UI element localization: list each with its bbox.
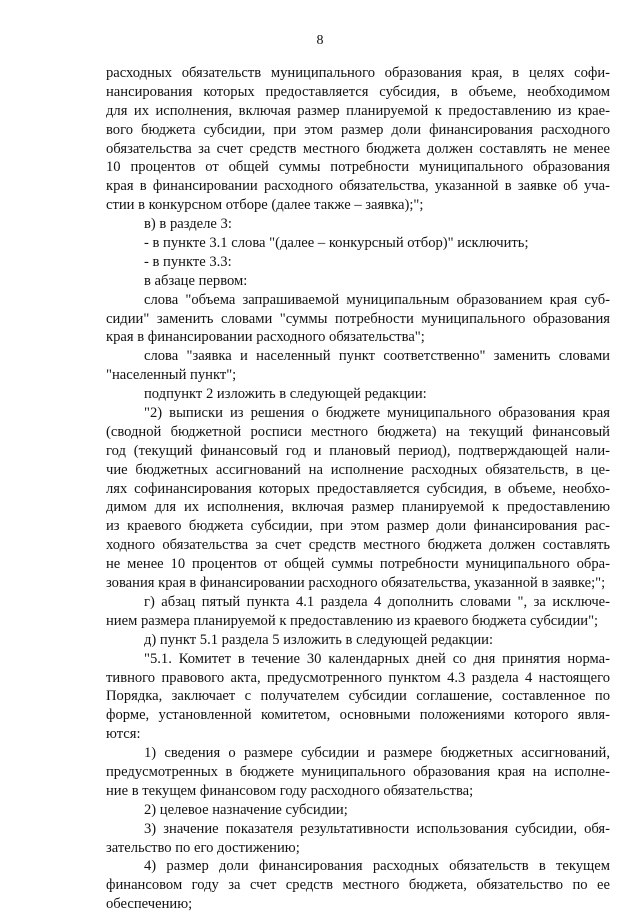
text-line: в абзаце первом:: [144, 272, 248, 289]
text-line: нансирования которых предоставляется субсидия, в объеме, необходимом: [106, 83, 610, 100]
text-line: 1) сведения о размере субсидии и размере бюджетных ассигнований,: [144, 745, 610, 762]
text-line: - в пункте 3.3:: [144, 253, 232, 270]
text-line: для их исполнения, включая размер планируемой к предоставлению из крае-: [106, 102, 610, 119]
text-line: стии в конкурсном отборе (далее также – заявка);";: [106, 197, 424, 214]
text-line: "5.1. Комитет в течение 30 календарных дней со дня принятия норма-: [144, 650, 610, 667]
text-line: слова "объема запрашиваемой муниципальным образованием края суб-: [144, 291, 610, 308]
text-line: обеспечению;: [106, 896, 193, 913]
text-line: края в финансировании расходного обязательства";: [106, 329, 425, 346]
text-line: подпункт 2 изложить в следующей редакции:: [144, 386, 427, 403]
text-line: 10 процентов от общей суммы потребности муниципального образования: [106, 159, 610, 176]
text-line: зования края в финансировании расходного обязательства, указанной в заявке;";: [106, 575, 606, 592]
text-line: год (текущий финансовый год и плановый период), подтверждающей нали-: [106, 442, 610, 459]
text-line: ходного обязательства за счет средств местного бюджета должен составлять: [106, 537, 610, 554]
text-line: чие бюджетных ассигнований на исполнение расходных обязательств, в це-: [106, 461, 610, 478]
text-line: в) в разделе 3:: [144, 216, 232, 233]
text-line: 3) значение показателя результативности использования субсидии, обя-: [144, 820, 610, 837]
text-line: - в пункте 3.1 слова "(далее – конкурсный отбор)" исключить;: [144, 235, 529, 252]
document-body: [106, 64, 610, 914]
text-line: расходных обязательств муниципального образования края, в целях софи-: [106, 65, 610, 81]
text-line: зательство по его достижению;: [106, 839, 300, 856]
text-line: тивного правового акта, предусмотренного пунктом 4.3 раздела 4 настоящего: [106, 669, 610, 686]
text-line: лях софинансирования которых предоставляется субсидия, в объеме, необхо-: [106, 480, 610, 497]
text-line: димом для их исполнения, включая размер планируемой к предоставлению: [106, 499, 610, 516]
text-line: "населенный пункт";: [106, 367, 237, 384]
text-line: обязательства за счет средств местного бюджета должен составлять не менее: [106, 140, 610, 157]
text-line: края в финансировании расходного обязательства, указанной в заявке об уча-: [106, 178, 610, 195]
text-line: ются:: [106, 726, 141, 743]
text-line: слова "заявка и населенный пункт соответственно" заменить словами: [144, 348, 610, 365]
text-line: д) пункт 5.1 раздела 5 изложить в следующей редакции:: [144, 631, 494, 648]
text-line: Порядка, заключает с получателем субсидии соглашение, составленное по: [106, 688, 610, 705]
text-line: предусмотренных в бюджете муниципального образования края на исполне-: [106, 763, 610, 780]
text-line: сидии" заменить словами "суммы потребности муниципального образования: [106, 310, 610, 327]
page-number: 8: [316, 33, 324, 48]
text-line: (сводной бюджетной росписи местного бюджета) на текущий финансовый: [106, 423, 610, 440]
text-line: финансовом году за счет средств местного бюджета, обязательство по ее: [106, 877, 610, 894]
text-line: г) абзац пятый пункта 4.1 раздела 4 дополнить словами ", за исключе-: [144, 593, 610, 610]
text-line: "2) выписки из решения о бюджете муниципального образования края: [144, 405, 610, 422]
text-line: 2) целевое назначение субсидии;: [144, 801, 348, 818]
text-line: форме, установленной комитетом, основными положениями которого явля-: [106, 707, 610, 724]
text-line: нием размера планируемой к предоставлению из краевого бюджета субсидии";: [106, 612, 599, 629]
text-line: из краевого бюджета субсидии, при этом размер доли финансирования рас-: [106, 518, 610, 535]
text-line: ние в текущем финансовом году расходного обязательства;: [106, 782, 474, 799]
text-line: не менее 10 процентов от общей суммы потребности муниципального обра-: [106, 556, 610, 573]
text-line: вого бюджета субсидии, при этом размер доли финансирования расходного: [106, 121, 610, 138]
text-line: 4) размер доли финансирования расходных обязательств в текущем: [144, 858, 610, 875]
